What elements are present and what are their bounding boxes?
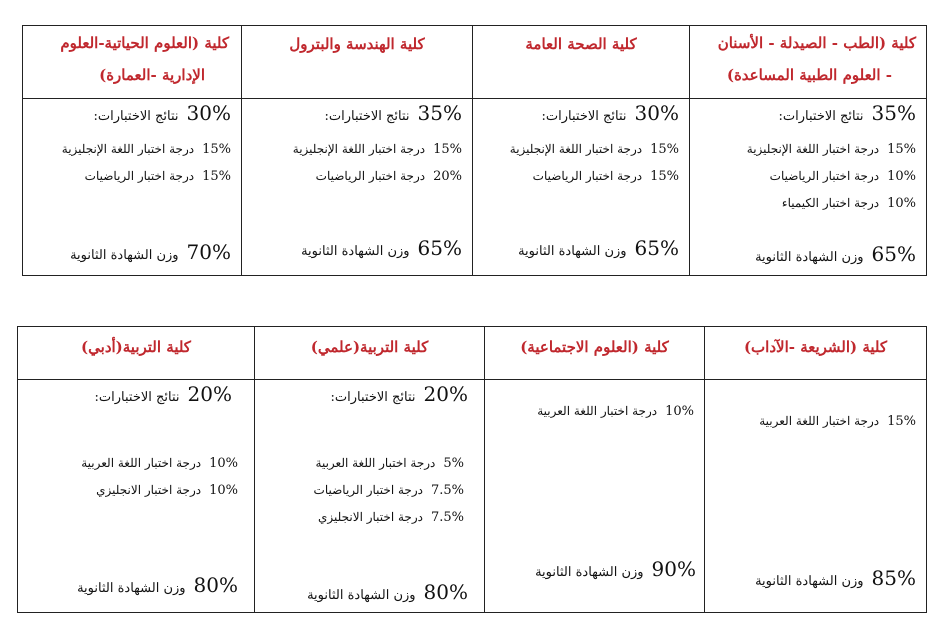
college-name: كلية الهندسة والبترول xyxy=(289,35,425,53)
college-criteria xyxy=(23,99,241,275)
weight-percent: 90% xyxy=(651,557,696,581)
college-name: كلية الصحة العامة xyxy=(525,35,637,53)
college-header xyxy=(485,327,704,379)
criterion-label: 15% xyxy=(650,142,679,157)
college-name: كلية (العلوم الاجتماعية) xyxy=(520,338,669,356)
weight-percent: 80% xyxy=(423,580,468,604)
criterion-row xyxy=(95,382,232,406)
criterion-row xyxy=(318,510,464,525)
college-name: - العلوم الطبية المساعدة) xyxy=(726,66,892,84)
criterion-label: 10% xyxy=(209,483,238,498)
college-header xyxy=(242,26,472,98)
college-header xyxy=(18,327,254,379)
criterion-row xyxy=(759,414,916,429)
criterion-row xyxy=(782,196,916,211)
criterion-row xyxy=(62,142,231,157)
weight-percent: 20% xyxy=(423,382,468,406)
criterion-label: 15% xyxy=(202,169,231,184)
criterion-label: وزن الشهادة الثانوية xyxy=(755,574,864,589)
criterion-row xyxy=(537,404,694,419)
admission-table-2 xyxy=(17,326,927,613)
criterion-label: 10% xyxy=(887,169,916,184)
criterion-label: 15% xyxy=(887,142,916,157)
criterion-label: وزن الشهادة الثانوية xyxy=(755,250,864,265)
criterion-row xyxy=(770,169,916,184)
college-name: كلية (الشريعة -الآداب) xyxy=(743,338,888,356)
criterion-label: وزن الشهادة الثانوية xyxy=(518,244,627,259)
criterion-row xyxy=(535,557,696,581)
college-header xyxy=(255,327,484,379)
criterion-label: 15% xyxy=(202,142,231,157)
criterion-label: وزن الشهادة الثانوية xyxy=(307,588,416,603)
criterion-label: 10% xyxy=(665,404,694,419)
criterion-row xyxy=(325,101,462,125)
college-criteria xyxy=(705,380,926,612)
criterion-row xyxy=(301,236,462,260)
weight-percent: 85% xyxy=(871,566,916,590)
criterion-label: درجة اختبار الرياضيات xyxy=(313,483,423,497)
criterion-label: نتائج الاختبارات: xyxy=(93,109,179,124)
weight-percent: 80% xyxy=(193,573,238,597)
college-name: الإدارية -العمارة) xyxy=(99,66,205,84)
criterion-label: درجة اختبار اللغة الإنجليزية xyxy=(509,142,643,156)
criterion-label: درجة اختبار اللغة العربية xyxy=(759,414,880,428)
criterion-label: درجة اختبار اللغة العربية xyxy=(315,456,436,470)
criterion-label: 15% xyxy=(887,414,916,429)
criterion-label: 7.5% xyxy=(430,510,464,525)
criterion-label: درجة اختبار اللغة الإنجليزية xyxy=(292,142,426,156)
college-name: كلية (العلوم الحياتية-العلوم xyxy=(60,34,229,52)
criterion-label: درجة اختبار اللغة الإنجليزية xyxy=(61,142,195,156)
college-criteria xyxy=(18,380,254,612)
criterion-row xyxy=(81,456,238,471)
college-header xyxy=(473,26,689,98)
criterion-label: 15% xyxy=(650,169,679,184)
criterion-row xyxy=(96,483,238,498)
criterion-label: درجة اختبار الانجليزي xyxy=(318,510,423,524)
criterion-row xyxy=(747,142,916,157)
criterion-label: 10% xyxy=(887,196,916,211)
weight-percent: 20% xyxy=(187,382,232,406)
criterion-row xyxy=(94,101,231,125)
college-header xyxy=(23,26,241,98)
criterion-label: درجة اختبار الرياضيات xyxy=(315,169,426,183)
college-name: كلية التربية(أدبي) xyxy=(81,338,191,356)
college-criteria xyxy=(242,99,472,275)
admission-table-1 xyxy=(22,25,927,276)
criterion-label: درجة اختبار اللغة العربية xyxy=(537,404,658,418)
weight-percent: 30% xyxy=(634,101,679,125)
criterion-label: وزن الشهادة الثانوية xyxy=(301,244,410,259)
criterion-row xyxy=(316,456,464,471)
weight-percent: 65% xyxy=(634,236,679,260)
weight-percent: 30% xyxy=(186,101,231,125)
criterion-row xyxy=(542,101,679,125)
weight-percent: 65% xyxy=(417,236,462,260)
criterion-label: درجة اختبار اللغة العربية xyxy=(81,456,202,470)
criterion-label: نتائج الاختبارات: xyxy=(324,109,410,124)
criterion-row xyxy=(85,169,231,184)
criterion-label: درجة اختبار الرياضيات xyxy=(84,169,195,183)
criterion-row xyxy=(293,142,462,157)
college-criteria xyxy=(690,99,926,275)
criterion-row xyxy=(70,240,231,264)
criterion-label: 5% xyxy=(443,456,464,471)
criterion-row xyxy=(314,483,464,498)
criterion-row xyxy=(331,382,468,406)
weight-percent: 70% xyxy=(186,240,231,264)
criterion-label: 10% xyxy=(209,456,238,471)
criterion-label: نتائج الاختبارات: xyxy=(541,109,627,124)
college-criteria xyxy=(473,99,689,275)
criterion-label: درجة اختبار الكيمياء xyxy=(781,196,880,210)
college-name: كلية (الطب - الصيدلة - الأسنان xyxy=(717,34,916,52)
criterion-row xyxy=(755,566,916,590)
college-header xyxy=(705,327,926,379)
criterion-label: درجة اختبار الرياضيات xyxy=(769,169,880,183)
criterion-row xyxy=(307,580,468,604)
criterion-row xyxy=(316,169,462,184)
college-criteria xyxy=(485,380,704,612)
criterion-label: درجة اختبار الانجليزي xyxy=(96,483,202,497)
weight-percent: 35% xyxy=(417,101,462,125)
college-header xyxy=(690,26,926,98)
criterion-label: 7.5% xyxy=(430,483,464,498)
criterion-row xyxy=(518,236,679,260)
college-criteria xyxy=(255,380,484,612)
criterion-label: وزن الشهادة الثانوية xyxy=(535,565,644,580)
criterion-label: وزن الشهادة الثانوية xyxy=(77,581,186,596)
criterion-label: 20% xyxy=(433,169,462,184)
criterion-label: نتائج الاختبارات: xyxy=(94,390,180,405)
criterion-row xyxy=(77,573,238,597)
criterion-label: نتائج الاختبارات: xyxy=(330,390,416,405)
criterion-row xyxy=(779,101,916,125)
criterion-row xyxy=(755,242,916,266)
criterion-label: 15% xyxy=(433,142,462,157)
weight-percent: 65% xyxy=(871,242,916,266)
criterion-label: نتائج الاختبارات: xyxy=(778,109,864,124)
criterion-row xyxy=(510,142,679,157)
criterion-label: درجة اختبار الرياضيات xyxy=(532,169,643,183)
criterion-label: درجة اختبار اللغة الإنجليزية xyxy=(746,142,880,156)
college-name: كلية التربية(علمي) xyxy=(310,338,429,356)
criterion-row xyxy=(533,169,679,184)
criterion-label: وزن الشهادة الثانوية xyxy=(70,248,179,263)
weight-percent: 35% xyxy=(871,101,916,125)
